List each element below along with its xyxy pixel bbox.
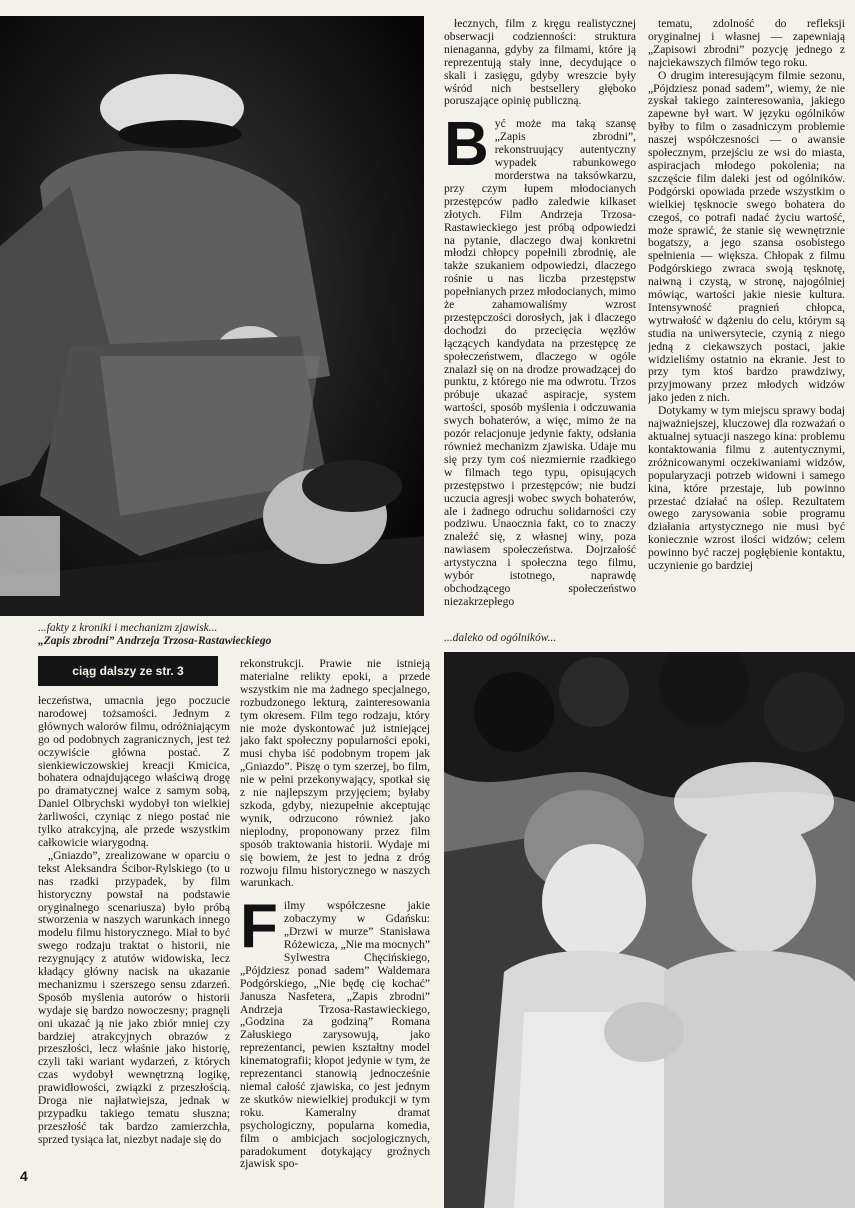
continuation-tag-label: ciąg dalszy ze str. 3 <box>72 664 184 678</box>
paragraph: O drugim interesującym filmie sezonu, „Pójdziesz ponad sadem”, wiemy, że nie zyskał takiego zainteresowania, jakiego zapewne był wart. W języku ogólników byłby to film o zasadniczym problemie naszej współczesności — o awansie społecznym, przejściu ze wsi do miasta, aspiracjach młodego pokolenia; na szczęście film daleki jest od ogólników. Podgórski opowiada przede wszystkim o wielkiej tęsknocie swego bohatera do czegoś, co potrafi nadać życiu wartość, może sprawić, że stanie się wewnętrznie bogatszy, a jego szansa osobistego spełnienia — większa. Chłopak z filmu Podgórskiego zwraca swoją tęsknotę, naiwną i czystą, w stronę, najogólniej mówiąc, wartości jakie niesie kultura. Intensywność pragnień chłopca, wytrwałość w dążeniu do celu, którym są studia na uniwersytecie, czynią z niego jedną z ciekawszych postaci, jakie widzieliśmy ostatnio na ekranie. Jest to przy tym ktoś bardzo prawdziwy, przyjmowany przez młodych widzów jako jeden z nich. <box>648 68 845 405</box>
continuation-tag <box>38 656 218 686</box>
paragraph: łeczeństwa, umacnia jego poczucie narodowej tożsamości. Jednym z głównych walorów filmu, odróżniającym go od podobnych zagranicznych, jest też oczywiście główna postać. Z sienkiewiczowskiej kreacji Kmicica, bohatera odnajdującego właściwą drogę po dramatycznej walce z samym sobą, Daniel Olbrychski wydobył ton wielkiej żarliwości, czyniąc z niego postać nie tylko atrakcyjną, ale przede wszystkim całkowicie wiarygodną. <box>38 695 230 849</box>
photo-zapis-zbrodni <box>0 16 424 616</box>
paragraph-text: ilmy współczesne jakie zobaczymy w Gdańsku: „Drzwi w murze” Stanisława Różewicza, „Nie ma mocnych” Sylwestra Chęcińskiego, „Pójdziesz ponad sadem” Waldemara Podgórskiego, „Nie będę cię kochać” Janusza Nasfetera, „Zapis zbrodni” Andrzeja Trzosa-Rastawieckiego, „Godzina za godziną” Romana Załuskiego zarysowują, jako reprezentanci, pewien kształtny model kinematografii; kłopot jedynie w tym, że reprezentanci stanowią jednocześnie niemal całość zjawiska, co jest jednym ze skutków niewielkiej produkcji w tym roku. Kameralny dramat psychologiczny, popularna komedia, film o ambicjach socjologicznych, paradokument dotykający groźnych zjawisk spo- <box>240 899 430 1171</box>
photo-caption-right <box>444 632 694 645</box>
article-bottom-column-2 <box>240 658 430 1198</box>
paragraph: łecznych, film z kręgu realistycznej obserwacji codzienności: struktura nienaganna, gdyby za filmami, które ją reprezentują stały inne, decydujące o skali i zasięgu, gdyby wreszcie były wśród nich bestsellery głęboko poruszające opinię publiczną. <box>444 18 636 108</box>
photo-caption-left <box>38 622 428 648</box>
dropcap-letter: B <box>444 110 489 180</box>
caption-text: ...daleko od ogólników... <box>444 632 557 644</box>
paragraph-with-dropcap <box>444 110 636 608</box>
caption-line-2: „Zapis zbrodni” Andrzeja Trzosa-Rastawieckiego <box>38 635 272 647</box>
paragraph-text: yć może ma taką szansę „Zapis zbrodni”, rekonstruujący autentyczny wypadek rabunkowego morderstwa na taksówkarzu, przy czym łupem młodocianych przestępców padło zaledwie kilkaset złotych. Film Andrzeja Trzosa-Rastawieckiego jest próbą odpowiedzi na pytanie, dlaczego dwaj konkretni młodzi chłopcy popełnili zbrodnię, ale także szukaniem odpowiedzi, dlaczego rośnie u nas liczba przestępstw popełnianych przez młodocianych, mimo że zahamowaliśmy wzrost przestępczości dorosłych, jak i dlaczego dochodzi do przecięcia węzłów łączących kandydata na przestępcę ze społeczeństwem, dlaczego w ogóle znalazł się on na drodze prowadzącej do punktu, z którego nie ma odwrotu. Trzos próbuje ukazać aspiracje, system wartości, sposób myślenia i odczuwania swych bohaterów, a więc, mimo że na pozór relacjonuje jedynie fakty, odsłania również mechanizm zjawiska. Udaje mu się przy tym coś niezmiernie rzadkiego w filmach tego typu, opisujących przestępstwo i przestępców; nie budzi uczucia agresji wobec swych bohaterów, ale i żadnego odruchu solidarności czy podziwu. Unaocznia fakt, co to znaczy znaleźć się, z własnej winy, poza nawiasem społeczeństwa. Dojrzałość artystyczna i społeczna tego filmu, wybór istotnego, naprawdę obchodzącego społeczeństwo niezakrzepłego <box>444 117 636 608</box>
film-still-illustration <box>0 16 424 616</box>
caption-line-1: ...fakty z kroniki i mechanizm zjawisk... <box>38 622 218 634</box>
article-top-column-2 <box>648 18 845 622</box>
photo-pojdziesz-ponad-sadem <box>444 652 855 1208</box>
film-still-illustration-2 <box>444 652 855 1208</box>
paragraph: rekonstrukcji. Prawie nie istnieją materialne relikty epoki, a przede wszystkim nie ma żadnego specjalnego, rozbudzonego lekturą, zainteresowania tym okresem. Film tego rodzaju, który nie może dyskontować już istniejącej jako fakt społeczny popularności epoki, musi chyba iść podobnym tropem jak „Gniazdo”. Piszę o tym szerzej, bo film, nie w pełni przekonywający, spotkał się z nie najlepszym przyjęciem; byłaby szkoda, gdyby, niezupełnie akceptując wynik, odrzucono również jako nieplodny, proponowany przez film sposób traktowania historii. Wydaje mi się bowiem, że jest to jedna z dróg rozwoju filmu historycznego w naszych warunkach. <box>240 658 430 890</box>
page-number: 4 <box>20 1168 28 1184</box>
article-bottom-column-1 <box>38 695 230 1187</box>
article-top-column-1 <box>444 18 636 622</box>
dropcap-letter: F <box>240 892 278 962</box>
paragraph: „Gniazdo”, zrealizowane w oparciu o tekst Aleksandra Ścibor-Rylskiego (to u nas rzadki przypadek, by film historyczny powstał na podstawie oryginalnego scenariusza) było próbą stworzenia w naszych warunkach innego modelu filmu historycznego. Miał to być swego rodzaju traktat o historii, nie rezygnujący z atutów widowiska, lecz kładący główny nacisk na ukazanie mechanizmu i szerszego sensu zdarzeń. Sposób myślenia autorów o historii wydaje się bardzo nowoczesny; pragnęli oni ukazać ją nie jako zbiór mniej czy bardziej atrakcyjnych obrazów z przeszłości, lecz właśnie jako historię, czyli taki wariant wydarzeń, z których czas wydobył wewnętrzną logikę, prawidłowości, związki z przeszłością. Droga nie najłatwiejsza, jednak w przypadku takiego tematu słuszna; przeszłość tak bardzo zamierzchła, sprzed tysiąca lat, niezbyt nadaje się do <box>38 848 230 1146</box>
paragraph: tematu, zdolność do refleksji oryginalnej i własnej — zapewniają „Zapisowi zbrodni” pozycję jednego z najciekawszych filmów tego roku. <box>648 18 845 69</box>
paragraph-with-dropcap <box>240 892 430 1171</box>
paragraph: Dotykamy w tym miejscu sprawy bodaj najważniejszej, kluczowej dla rozważań o aktualnej sytuacji naszego kina: problemu kontaktowania filmu z autentycznymi, zróżnicowanymi oczekiwaniami widzów, popularyzacji potrzeb widowni i samego kina, które przestaje, lub powinno przestać działać na oślep. Rezultatem owego zarysowania sobie programu działania artystycznego nie musi być koniecznie wzrost ilości widzów; celem powinno być raczej pogłębienie kontaktu, uczynienie go bardziej <box>648 404 845 573</box>
